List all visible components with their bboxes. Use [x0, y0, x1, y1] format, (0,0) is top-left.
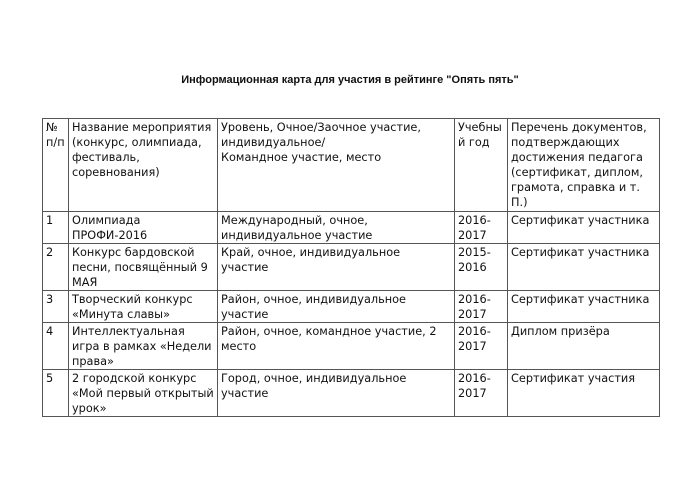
header-documents: Перечень документов, подтверждающих достижения педагога (сертификат, диплом, грамота, справка и т. П.) — [508, 119, 660, 212]
row-school-year: 2015-2016 — [455, 244, 508, 291]
row-number: 3 — [43, 291, 69, 323]
row-documents: Сертификат участия — [508, 370, 660, 417]
row-school-year: 2016-2017 — [455, 291, 508, 323]
row-event-name: Конкурс бардовской песни, посвящённый 9 МАЯ — [69, 244, 218, 291]
table-row — [43, 291, 660, 323]
table-row — [43, 244, 660, 291]
table-header-row — [43, 119, 660, 212]
header-event-name: Название мероприятия (конкурс, олимпиада, фестиваль, соревнования) — [69, 119, 218, 212]
table-row — [43, 370, 660, 417]
row-event-name: Интеллектуальная игра в рамках «Недели права» — [69, 323, 218, 370]
row-school-year: 2016-2017 — [455, 370, 508, 417]
row-number: 4 — [43, 323, 69, 370]
row-level: Город, очное, индивидуальное участие — [218, 370, 455, 417]
row-documents: Диплом призёра — [508, 323, 660, 370]
header-number: № п/п — [43, 119, 69, 212]
table-row — [43, 212, 660, 244]
row-number: 2 — [43, 244, 69, 291]
row-level: Край, очное, индивидуальное участие — [218, 244, 455, 291]
row-level: Район, очное, командное участие, 2 место — [218, 323, 455, 370]
row-event-name: 2 городской конкурс «Мой первый открытый урок» — [69, 370, 218, 417]
row-level: Район, очное, индивидуальное участие — [218, 291, 455, 323]
row-documents: Сертификат участника — [508, 244, 660, 291]
row-school-year: 2016-2017 — [455, 212, 508, 244]
row-event-name: Олимпиада ПРОФИ-2016 — [69, 212, 218, 244]
header-school-year: Учебный год — [455, 119, 508, 212]
row-number: 5 — [43, 370, 69, 417]
row-number: 1 — [43, 212, 69, 244]
header-level — [218, 119, 455, 212]
table-row — [43, 323, 660, 370]
header-level-line1: Уровень, Очное/Заочное участие, индивидуальное/ — [221, 121, 421, 149]
row-level: Международный, очное, индивидуальное участие — [218, 212, 455, 244]
row-school-year: 2016-2017 — [455, 323, 508, 370]
row-event-name: Творческий конкурс «Минута славы» — [69, 291, 218, 323]
document-title: Информационная карта для участия в рейтинге "Опять пять" — [181, 74, 519, 86]
row-documents: Сертификат участника — [508, 291, 660, 323]
row-documents: Сертификат участника — [508, 212, 660, 244]
information-table — [42, 118, 660, 417]
header-level-line2: Командное участие, место — [221, 151, 382, 164]
